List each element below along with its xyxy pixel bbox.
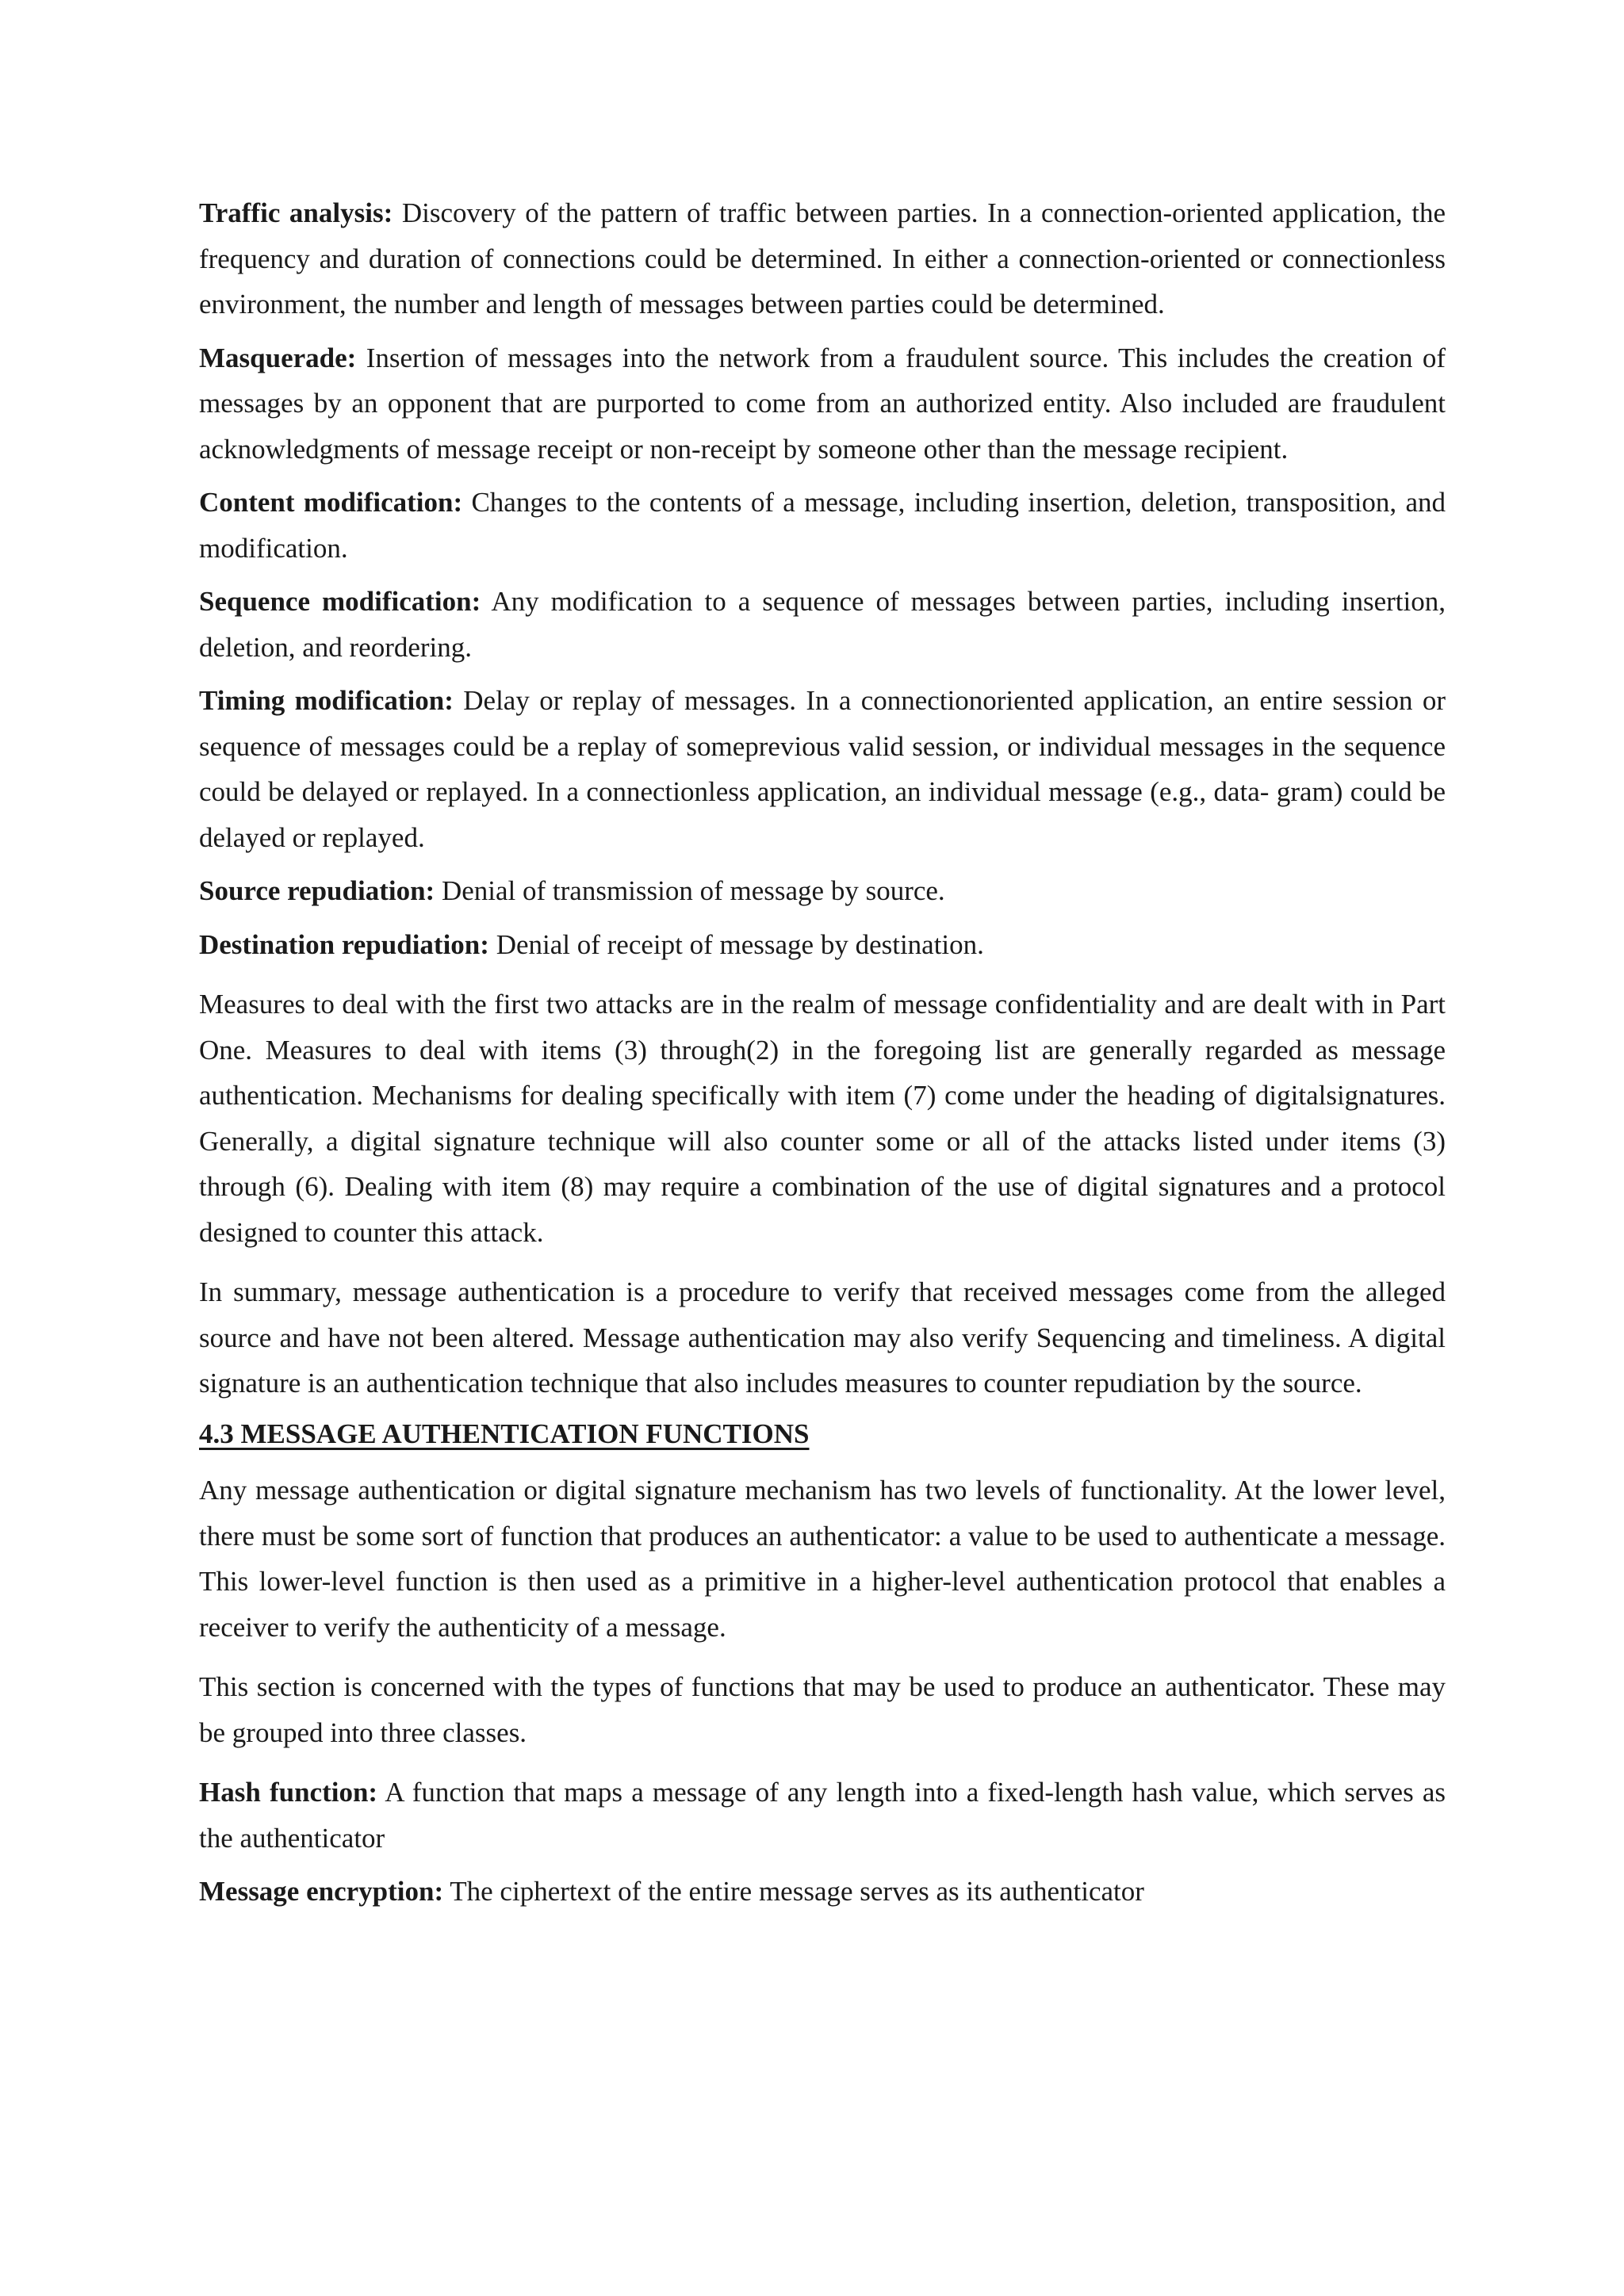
definition-text: Any modification to a sequence of messages between parties, including insertion, deletion, and reordering.: [199, 586, 1446, 663]
section-heading: 4.3 MESSAGE AUTHENTICATION FUNCTIONS: [199, 1418, 810, 1449]
definition-text: Changes to the contents of a message, including insertion, deletion, transposition, and modification.: [199, 487, 1446, 564]
definition-term: Destination repudiation:: [199, 928, 489, 960]
definition-term: Message encryption:: [199, 1876, 444, 1907]
definition-text: A function that maps a message of any length into a fixed-length hash value, which serves as the authenticator: [199, 1777, 1446, 1854]
definition-timing-modification: [199, 678, 1446, 860]
definition-message-encryption: [199, 1869, 1446, 1915]
definition-content-modification: [199, 480, 1446, 571]
definition-destination-repudiation: [199, 922, 1446, 968]
definition-term: Hash function:: [199, 1777, 378, 1808]
definition-term: Timing modification:: [199, 685, 454, 716]
definition-term: Content modification:: [199, 487, 463, 518]
definition-text: Discovery of the pattern of traffic between parties. In a connection-oriented application, the frequency and duration of connections could be determined. In either a connection-oriented or connectionless environment, the number and length of messages between parties could be determined.: [199, 197, 1446, 320]
definition-sequence-modification: [199, 579, 1446, 670]
definition-term: Sequence modification:: [199, 586, 481, 617]
definition-traffic-analysis: [199, 190, 1446, 327]
definition-term: Source repudiation:: [199, 875, 435, 906]
definition-term: Traffic analysis:: [199, 197, 393, 228]
body-paragraph-measures: Measures to deal with the first two attacks are in the realm of message confidentiality and are dealt with in Part One. Measures to deal with items (3) through(2) in the foregoing list are generally regarded as message authentication. Mechanisms for dealing specifically with item (7) come under the heading of digitalsignatures. Generally, a digital signature technique will also counter some or all of the attacks listed under items (3) through (6). Dealing with item (8) may require a combination of the use of digital signatures and a protocol designed to counter this attack.: [199, 989, 1446, 1248]
definition-text: Insertion of messages into the network from a fraudulent source. This includes the creation of messages by an opponent that are purported to come from an authorized entity. Also included are fraudulent acknowledgments of message receipt or non-receipt by someone other than the message recipient.: [199, 342, 1446, 465]
body-paragraph-summary: In summary, message authentication is a procedure to verify that received messages come from the alleged source and have not been altered. Message authentication may also verify Sequencing and timeliness. A digital signature is an authentication technique that also includes measures to counter repudiation by the source.: [199, 1276, 1446, 1399]
body-paragraph-types: This section is concerned with the types of functions that may be used to produce an authenticator. These may be grouped into three classes.: [199, 1671, 1446, 1748]
definition-text: Denial of transmission of message by source.: [441, 875, 945, 906]
definition-text: The ciphertext of the entire message serves as its authenticator: [450, 1876, 1144, 1907]
definition-text: Denial of receipt of message by destination.: [496, 928, 984, 960]
definition-source-repudiation: [199, 868, 1446, 914]
document-page: [199, 190, 1446, 1923]
definition-masquerade: [199, 335, 1446, 473]
definition-hash-function: [199, 1770, 1446, 1861]
definition-text: Delay or replay of messages. In a connectionoriented application, an entire session or sequence of messages could be a replay of someprevious valid session, or individual messages in the sequence could be delayed or replayed. In a connectionless application, an individual message (e.g., data- gram) could be delayed or replayed.: [199, 685, 1446, 853]
definition-term: Masquerade:: [199, 342, 357, 373]
body-paragraph-functionality: Any message authentication or digital signature mechanism has two levels of functionality. At the lower level, there must be some sort of function that produces an authenticator: a value to be used to authenticate a message. This lower-level function is then used as a primitive in a higher-level authentication protocol that enables a receiver to verify the authenticity of a message.: [199, 1475, 1446, 1643]
